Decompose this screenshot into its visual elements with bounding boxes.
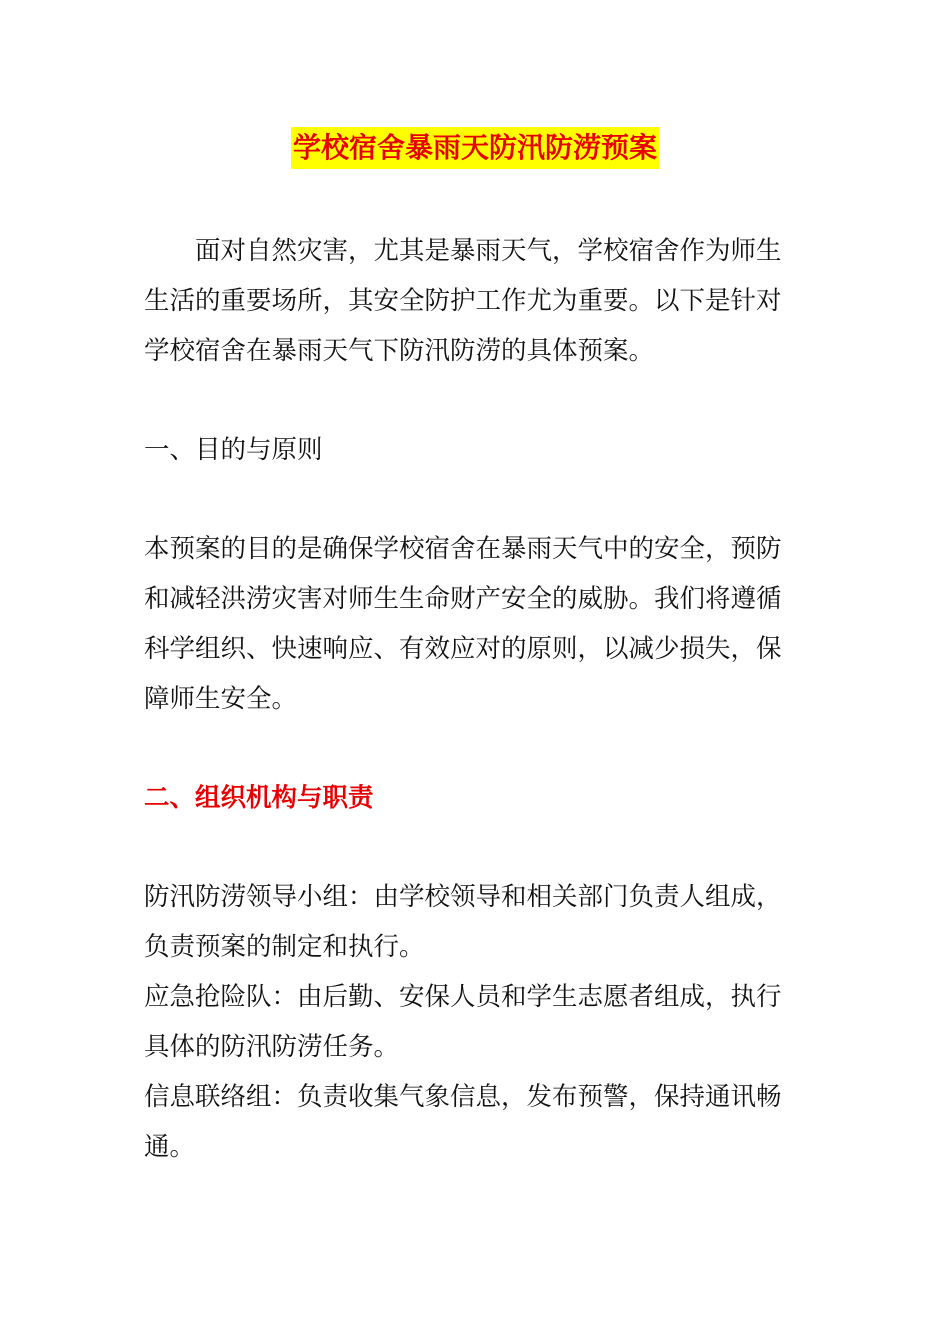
section2-heading: 二、组织机构与职责 xyxy=(144,783,374,813)
document-title: 学校宿舍暴雨天防汛防涝预案 xyxy=(291,127,659,169)
section2-line-3: 应急抢险队：由后勤、安保人员和学生志愿者组成，执行 xyxy=(144,982,782,1012)
section1-line-3: 科学组织、快速响应、有效应对的原则，以减少损失，保 xyxy=(144,634,782,664)
section2-line-4: 具体的防汛防涝任务。 xyxy=(144,1032,400,1062)
section1-line-4: 障师生安全。 xyxy=(144,684,298,714)
intro-line-2: 生活的重要场所，其安全防护工作尤为重要。以下是针对 xyxy=(144,286,782,316)
section2-line-1: 防汛防涝领导小组：由学校领导和相关部门负责人组成， xyxy=(144,882,782,912)
title-container xyxy=(0,127,950,169)
intro-line-1: 面对自然灾害，尤其是暴雨天气，学校宿舍作为师生 xyxy=(144,236,782,266)
section2-paragraph xyxy=(144,872,809,1172)
section2-line-6: 通。 xyxy=(144,1132,196,1162)
section1-line-2: 和减轻洪涝灾害对师生生命财产安全的威胁。我们将遵循 xyxy=(144,584,782,614)
section1-heading-block xyxy=(144,425,809,475)
section2-heading-block xyxy=(144,773,809,823)
intro-paragraph xyxy=(144,226,809,376)
section1-heading: 一、目的与原则 xyxy=(144,435,323,465)
intro-line-3: 学校宿舍在暴雨天气下防汛防涝的具体预案。 xyxy=(144,336,655,366)
section2-line-5: 信息联络组：负责收集气象信息，发布预警，保持通讯畅 xyxy=(144,1082,782,1112)
section2-line-2: 负责预案的制定和执行。 xyxy=(144,932,425,962)
section1-line-1: 本预案的目的是确保学校宿舍在暴雨天气中的安全，预防 xyxy=(144,534,782,564)
section1-paragraph xyxy=(144,524,809,724)
